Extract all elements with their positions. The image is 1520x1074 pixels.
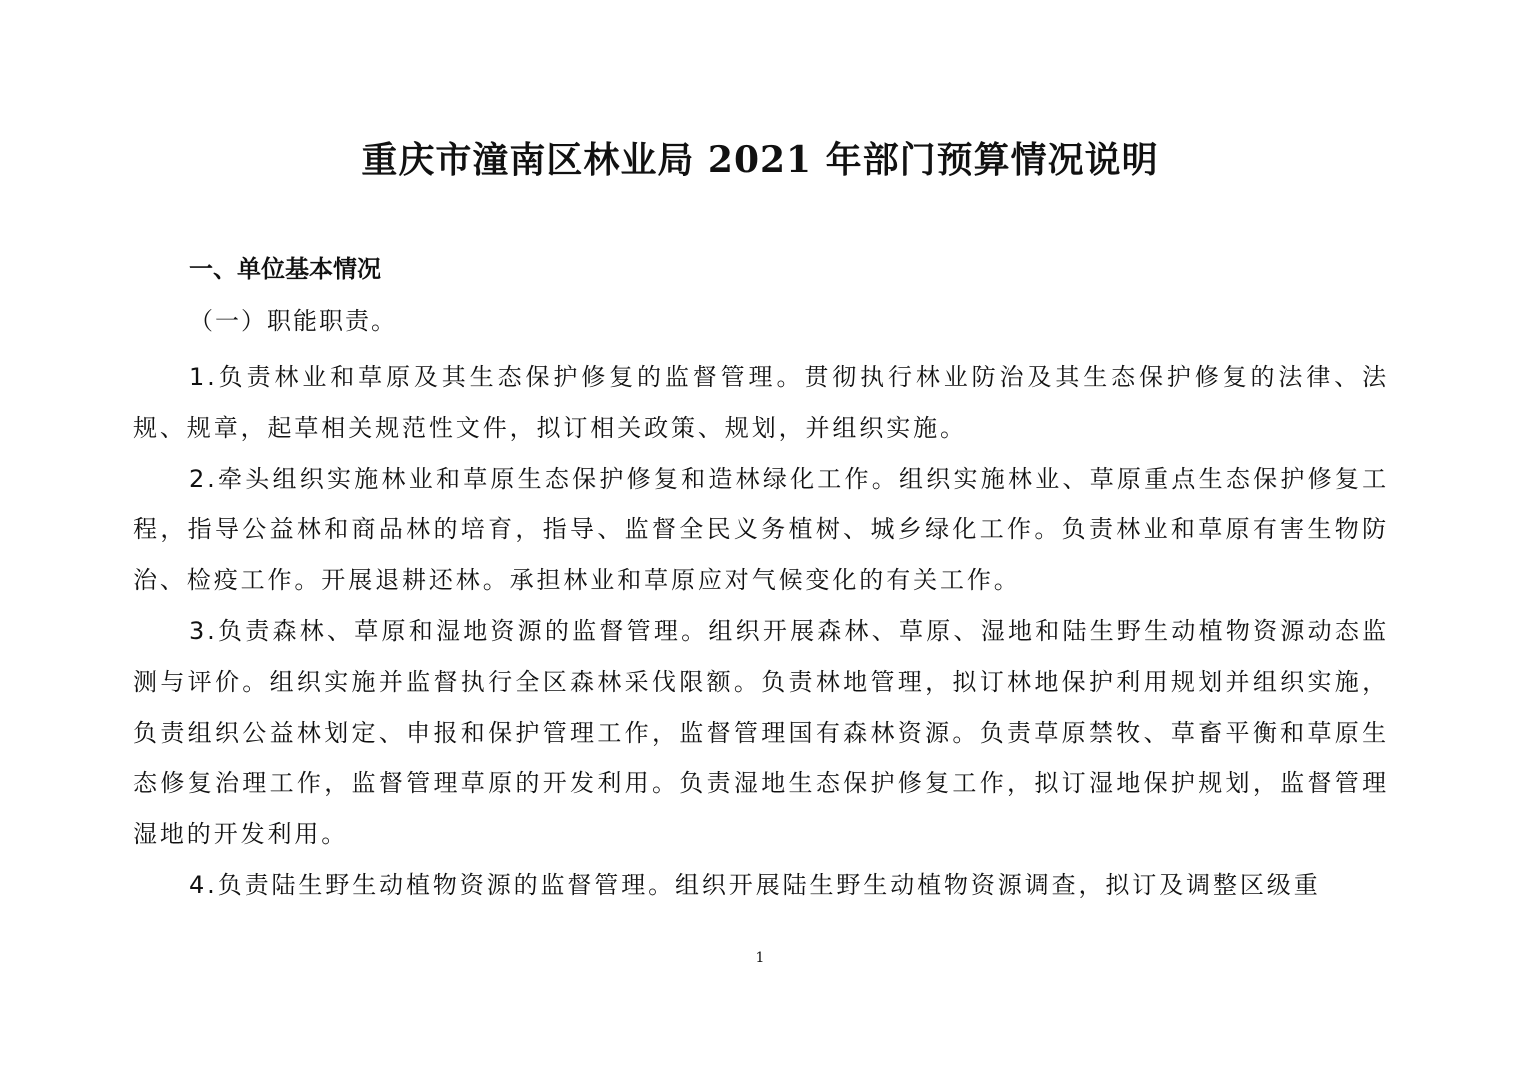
paragraph-2: 2.牵头组织实施林业和草原生态保护修复和造林绿化工作。组织实施林业、草原重点生态保护修复工程，指导公益林和商品林的培育，指导、监督全民义务植树、城乡绿化工作。负责林业和草原有害生物防治、检疫工作。开展退耕还林。承担林业和草原应对气候变化的有关工作。 xyxy=(133,464,1389,595)
document-body xyxy=(133,352,1389,911)
page-number: 1 xyxy=(755,950,765,966)
section-heading: 一、单位基本情况 xyxy=(189,255,381,283)
document-title: 重庆市潼南区林业局 2021 年部门预算情况说明 xyxy=(361,139,1159,181)
paragraph-4: 4.负责陆生野生动植物资源的监督管理。组织开展陆生野生动植物资源调查，拟订及调整区级重 xyxy=(189,870,1321,899)
subsection-heading: （一）职能职责。 xyxy=(189,307,397,335)
paragraph-1: 1.负责林业和草原及其生态保护修复的监督管理。贯彻执行林业防治及其生态保护修复的法律、法规、规章，起草相关规范性文件，拟订相关政策、规划，并组织实施。 xyxy=(133,363,1389,442)
paragraph-3: 3.负责森林、草原和湿地资源的监督管理。组织开展森林、草原、湿地和陆生野生动植物资源动态监测与评价。组织实施并监督执行全区森林采伐限额。负责林地管理，拟订林地保护利用规划并组织实施，负责组织公益林划定、申报和保护管理工作，监督管理国有森林资源。负责草原禁牧、草畜平衡和草原生态修复治理工作，监督管理草原的开发利用。负责湿地生态保护修复工作，拟订湿地保护规划，监督管理湿地的开发利用。 xyxy=(133,616,1389,849)
